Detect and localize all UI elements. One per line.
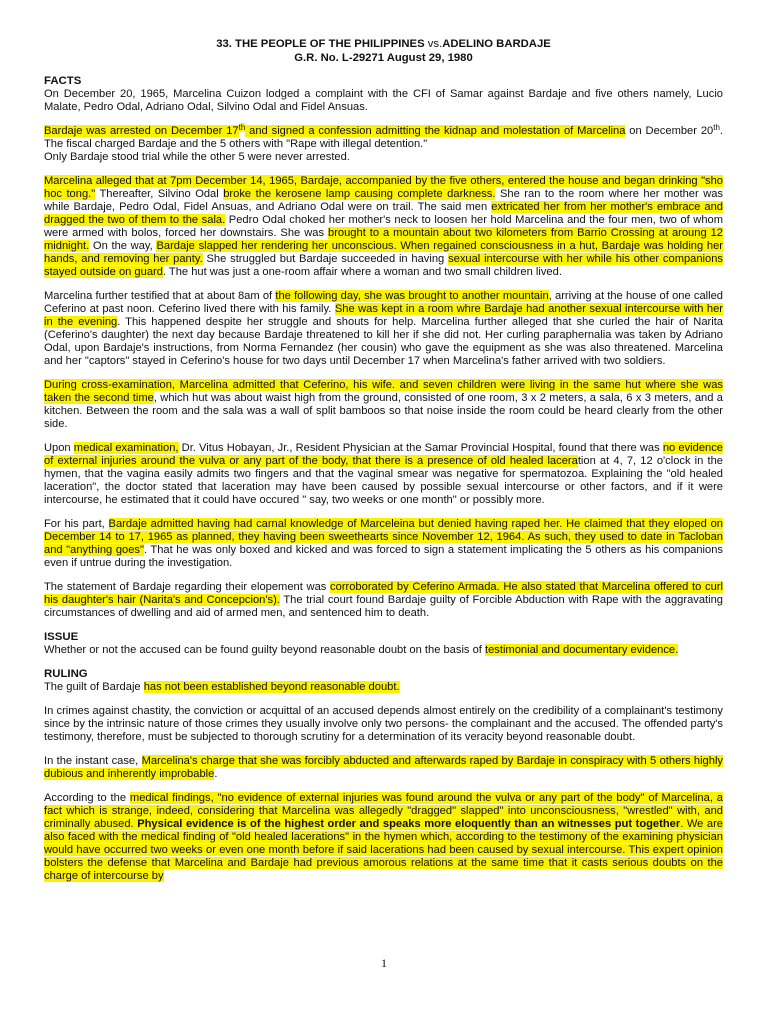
document-page (44, 38, 723, 894)
facts-paragraph-2: Bardaje was arrested on December 17th and signed a confession admitting the kidnap and molestation of Marcelina on December 20th. The fiscal charged Bardaje and the 5 others with "Rape with illegal detention." (44, 123, 723, 150)
facts-paragraph-5: During cross-examination, Marcelina admitted that Ceferino, his wife. and seven children were living in the same hut where she was taken the second time, which hut was about waist high from the ground, consisted of one room, 3 x 2 meters, a sala, 6 x 3 meters, and a kitchen. Between the room and the sala was a wall of split bamboos so that noise inside the room could be heard clearly from the other side. (44, 379, 723, 430)
facts-paragraph-3: Marcelina alleged that at 7pm December 14, 1965, Bardaje, accompanied by the five others, entered the house and began drinking "sho hoc tong." Thereafter, Silvino Odal broke the kerosene lamp causing complete darkness. She ran to the room where her mother was while Bardaje, Pedro Odal, Fidel Ansuas, and Adriano Odal were on trail. The said men extricated her from her mother's embrace and dragged the two of them to the sala. Pedro Odal choked her mother's neck to loosen her hold Marcelina and the four men, two of whom were armed with bolos, forced her downstairs. She was brought to a mountain about two kilometers from Barrio Crossing at aroung 12 midnight. On the way, Bardaje slapped her rendering her unconscious. When regained consciousness in a hut, Bardaje was holding her hands, and removing her panty. She struggled but Bardaje succeeded in having sexual intercourse with her while his other companions stayed outside on guard. The hut was just a one-room affair where a woman and two small children lived. (44, 175, 724, 278)
facts-paragraph-8: The statement of Bardaje regarding their elopement was corroborated by Ceferino Armada. He also stated that Marcelina offered to curl his daughter's hair (Narita's and Concepcion's). The trial court found Bardaje guilty of Forcible Abduction with Rape with the aggravating circumstances of dwelling and aid of armed men, and sentenced him to death. (44, 581, 723, 619)
ruling-paragraph-3: In the instant case, Marcelina's charge that she was forcibly abducted and afterwards raped by Bardaje in conspiracy with 5 others highly dubious and inherently improbable. (44, 755, 723, 780)
page-number: 1 (381, 956, 387, 970)
ruling-paragraph-2: In crimes against chastity, the conviction or acquittal of an accused depends almost entirely on the credibility of a complainant's testimony since by the intrinsic nature of those crimes they usually involve only two persons- the complainant and the accused. The offended party's testimony, therefore, must be subjected to thorough scrutiny for a determination of its veracity beyond reasonable doubt. (44, 705, 723, 743)
facts-paragraph-2b: Only Bardaje stood trial while the other 5 were never arrested. (44, 151, 350, 163)
issue-heading: ISSUE (44, 631, 79, 643)
case-name (44, 38, 723, 52)
issue-paragraph: Whether or not the accused can be found guilty beyond reasonable doubt on the basis of testimonial and documentary evidence. (44, 644, 679, 656)
facts-heading: FACTS (44, 75, 82, 87)
ruling-paragraph-1: The guilt of Bardaje has not been established beyond reasonable doubt. (44, 681, 400, 693)
case-number: 33. (216, 38, 232, 50)
versus-label: vs. (427, 38, 443, 50)
facts-paragraph-6: Upon medical examination, Dr. Vitus Hobayan, Jr., Resident Physician at the Samar Provincial Hospital, found that there was no evidence of external injuries around the vulva or any part of the body, that there is a presence of old healed laceration at 4, 7, 12 o'clock in the hymen, that the vagina easily admits two fingers and that the vaginal smear was negative for spermatozoa. Explaining the "old healed laceration", the doctor stated that laceration may have been caused by possible sexual intercourse or other factors, and if it were intercourse, he estimated that it could have occured " say, two weeks or one month" or possibly more. (44, 442, 723, 506)
ruling-heading: RULING (44, 668, 88, 680)
defendant-name: ADELINO BARDAJE (442, 38, 551, 50)
facts-paragraph-1: On December 20, 1965, Marcelina Cuizon lodged a complaint with the CFI of Samar against Bardaje and five others namely, Lucio Malate, Pedro Odal, Adriano Odal, Silvino Odal and Fidel Ansuas. (44, 88, 723, 113)
facts-paragraph-4: Marcelina further testified that at about 8am of the following day, she was brought to another mountain, arriving at the house of one called Ceferino at past noon. Ceferino lived there with his family. She was kept in a room whre Bardaje had another sexual intercourse with her in the evening. This happened despite her struggle and shouts for help. Marcelina further alleged that she curled the hair of Narita (Ceferino's daughter) the next day because Bardaje threatened to kill her if she did not. Her curling paraphernalia was taken by Adriano Odal, upon Bardaje's instructions, from Norma Fernandez (her cousin) who gave the equipment as she was also threatened. Marcelina and her "captors" stayed in Ceferino's house for two days until December 17 when Marcelina's father arrived with two soldiers. (44, 290, 723, 367)
facts-paragraph-7: For his part, Bardaje admitted having had carnal knowledge of Marceleina but denied having raped her. He claimed that they eloped on December 14 to 17, 1965 as planned, they having been sweethearts since November 12, 1964. As such, they used to date in Tacloban and "anything goes". That he was only boxed and kicked and was forced to sign a statement implicating the 5 others as his companions even if untrue during the investigation. (44, 518, 723, 569)
gr-number: G.R. No. L-29271 August 29, 1980 (294, 51, 473, 64)
ruling-paragraph-4: According to the medical findings, "no evidence of external injuries was found around the vulva or any part of the body" of Marcelina, a fact which is strange, indeed, considering that Marcelina was allegedly "dragged" slapped" into unconsciousness, "wrestled" with, and criminally abused. Physical evidence is of the highest order and speaks more eloquently than an witnesses put together. We are also faced with the medical finding of "old healed lacerations" in the hymen which, according to the testimony of the examining physician would have occurred two weeks or even one month before if said lacerations had been caused by sexual intercourse. This expert opinion bolsters the defense that Marcelina and Bardaje had previous amorous relations at the same time that it casts serious doubts on the charge of intercourse by (44, 792, 723, 882)
plaintiff-name: THE PEOPLE OF THE PHILIPPINES (235, 38, 425, 50)
case-title (44, 38, 723, 65)
